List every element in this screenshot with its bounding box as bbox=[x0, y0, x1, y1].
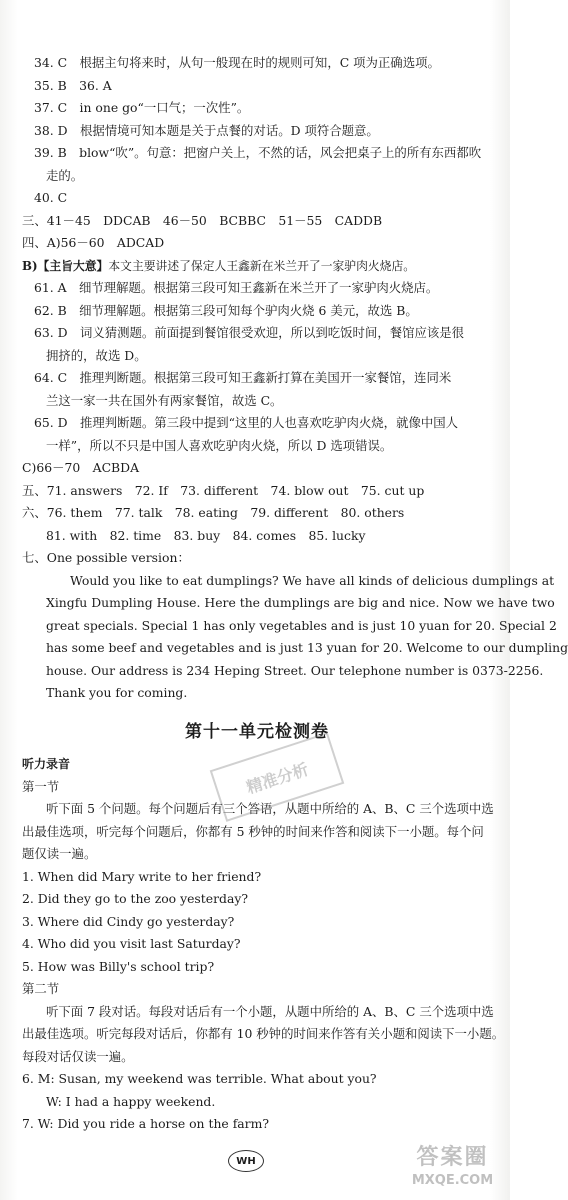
question-line: 4. Who did you visit last Saturday? bbox=[22, 936, 241, 951]
instruction-line: 出最佳选项，听完每个问题后，你都有 5 秒钟的时间来作答和阅读下一小题。每个问 bbox=[22, 823, 484, 839]
watermark-title: 答案圈 bbox=[416, 1145, 489, 1170]
answer-line: 四、A)56－60 ADCAD bbox=[22, 235, 165, 250]
answer-line: 一样”，所以不只是中国人喜欢吃驴肉火烧，所以 D 选项错误。 bbox=[46, 437, 393, 453]
part-heading: 第一节 bbox=[22, 778, 60, 794]
watermark-url: MXQE.COM bbox=[411, 1173, 494, 1188]
section-b-text: 本文主要讲述了保定人王鑫新在米兰开了一家驴肉火烧店。 bbox=[108, 258, 416, 273]
section-b-summary bbox=[22, 255, 492, 278]
answer-line: 62. B 细节理解题。根据第三段可知每个驴肉火烧 6 美元，故选 B。 bbox=[34, 302, 418, 318]
section-b-marker: B)【主旨大意】 bbox=[22, 258, 109, 273]
essay-line: Thank you for coming. bbox=[46, 685, 188, 700]
answer-line: 64. C 推理判断题。根据第三段可知王鑫新打算在美国开一家餐馆，连同米 bbox=[34, 370, 452, 385]
instruction-line: 出最佳选项。听完每段对话后，你都有 10 秒钟的时间来作答有关小题和阅读下一小题。 bbox=[22, 1026, 505, 1041]
answer-line: 34. C 根据主句将来时，从句一般现在时的规则可知，C 项为正确选项。 bbox=[34, 55, 440, 70]
site-watermark bbox=[400, 1140, 505, 1195]
question-line: 3. Where did Cindy go yesterday? bbox=[22, 913, 235, 929]
answer-line: 六、76. them 77. talk 78. eating 79. different 80. others bbox=[22, 505, 405, 520]
question-line: 2. Did they go to the zoo yesterday? bbox=[22, 891, 248, 906]
essay-line: house. Our address is 234 Heping Street. Our telephone number is 0373-2256. bbox=[46, 662, 544, 678]
part-heading: 第二节 bbox=[22, 981, 60, 996]
answer-line: 39. B blow“吹”。句意：把窗户关上，不然的话，风会把桌子上的所有东西都吹 bbox=[34, 145, 482, 160]
answer-key-content bbox=[22, 52, 568, 1136]
unit-title: 第十一单元检测卷 bbox=[185, 721, 329, 742]
watermark-stamp: 精准分析 bbox=[210, 732, 345, 822]
essay-line: great specials. Special 1 has only vegetables and is just 10 yuan for 20. Special 2 bbox=[46, 617, 557, 633]
instruction-line: 题仅读一遍。 bbox=[22, 846, 97, 861]
publisher-logo: WH bbox=[228, 1150, 264, 1172]
essay-line: has some beef and vegetables and is just 13 yuan for 20. Welcome to our dumpling bbox=[46, 640, 568, 655]
answer-line: 35. B 36. A bbox=[34, 77, 112, 93]
essay-line: Would you like to eat dumplings? We have all kinds of delicious dumplings at bbox=[70, 572, 555, 588]
sample-essay bbox=[22, 570, 568, 705]
answer-line: 走的。 bbox=[46, 167, 84, 183]
answer-line: 63. D 词义猜测题。前面提到餐馆很受欢迎，所以到吃饭时间，餐馆应该是很 bbox=[34, 325, 465, 340]
answer-line: C)66－70 ACBDA bbox=[22, 460, 140, 475]
answer-line: 五、71. answers 72. If 73. different 74. blow out 75. cut up bbox=[22, 482, 425, 498]
instruction-line: 每段对话仅读一遍。 bbox=[22, 1048, 134, 1064]
instruction-line: 听下面 7 段对话。每段对话后有一个小题，从题中所给的 A、B、C 三个选项中选 bbox=[46, 1003, 494, 1019]
answer-line: 65. D 推理判断题。第三段中提到“这里的人也喜欢吃驴肉火烧，就像中国人 bbox=[34, 415, 459, 430]
question-line: 5. How was Billy's school trip? bbox=[22, 958, 215, 974]
answer-line: 81. with 82. time 83. buy 84. comes 85. lucky bbox=[46, 527, 366, 543]
answer-line: 38. D 根据情境可知本题是关于点餐的对话。D 项符合题意。 bbox=[34, 122, 379, 138]
dialogue-line: 6. M: Susan, my weekend was terrible. What about you? bbox=[22, 1071, 377, 1086]
dialogue-line: W: I had a happy weekend. bbox=[46, 1093, 216, 1109]
answer-line: 三、41－45 DDCAB 46－50 BCBBC 51－55 CADDB bbox=[22, 212, 383, 228]
listening-heading: 听力录音 bbox=[22, 757, 71, 771]
answer-line: 七、One possible version： bbox=[22, 550, 190, 565]
answer-line: 兰这一家一共在国外有两家餐馆，故选 C。 bbox=[46, 392, 283, 408]
question-line: 1. When did Mary write to her friend? bbox=[22, 868, 262, 884]
instruction-line: 听下面 5 个问题。每个问题后有三个答语，从题中所给的 A、B、C 三个选项中选 bbox=[46, 801, 494, 816]
dialogue-line: 7. W: Did you ride a horse on the farm? bbox=[22, 1116, 269, 1131]
essay-line: Xingfu Dumpling House. Here the dumplings are big and nice. Now we have two bbox=[46, 595, 555, 610]
answer-line: 40. C bbox=[34, 190, 68, 205]
answer-line: 拥挤的，故选 D。 bbox=[46, 347, 147, 363]
answer-line: 61. A 细节理解题。根据第三段可知王鑫新在米兰开了一家驴肉火烧店。 bbox=[34, 280, 439, 295]
answer-line: 37. C in one go“一口气；一次性”。 bbox=[34, 100, 250, 115]
